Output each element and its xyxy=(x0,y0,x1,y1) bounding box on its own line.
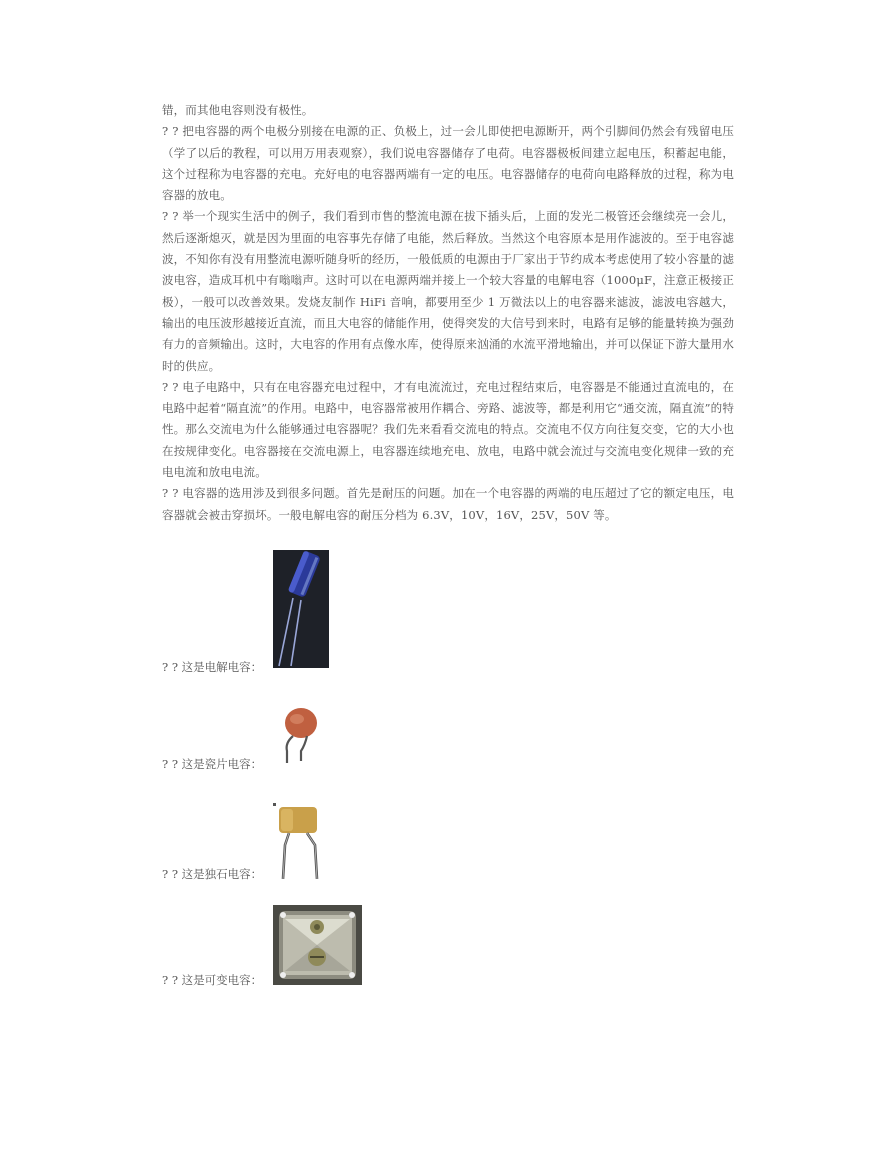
monolithic-capacitor-photo xyxy=(273,803,323,879)
paragraph: 错，而其他电容则没有极性。 xyxy=(162,103,314,117)
ceramic-capacitor-photo xyxy=(275,705,321,765)
figure-label: ? ? 这是可变电容： xyxy=(162,973,263,987)
paragraph: ? ? 举一个现实生活中的例子，我们看到市售的整流电源在拔下插头后，上面的发光二极管还会继续亮一会儿，然后逐渐熄灭，就是因为里面的电容事先存储了电能，然后释放。当然这个电容原本是用作滤波的。至于电容滤波，不知你有没有用整流电源听随身听的经历，一般低质的电源由于厂家出于节约成本考虑使用了较小容量的滤波电容，造成耳机中有嗡嗡声。这时可以在电源两端并接上一个较大容量的电解电容（1000μF，注意正极接正极），一般可以改善效果。发烧友制作 HiFi 音响，都要用至少 1 万微法以上的电容器来滤波，滤波电容越大，输出的电压波形越接近直流，而且大电容的储能作用，使得突发的大信号到来时，电路有足够的能量转换为强劲有力的音频输出。这时，大电容的作用有点像水库，使得原来汹涌的水流平滑地输出，并可以保证下游大量用水时的供应。 xyxy=(162,209,734,373)
paragraph: ? ? 电子电路中，只有在电容器充电过程中，才有电流流过，充电过程结束后，电容器是不能通过直流电的，在电路中起着“隔直流”的作用。电路中，电容器常被用作耦合、旁路、滤波等，都是利用它“通交流，隔直流”的特性。那么交流电为什么能够通过电容器呢？我们先来看看交流电的特点。交流电不仅方向往复交变，它的大小也在按规律变化。电容器接在交流电源上，电容器连续地充电、放电，电路中就会流过与交流电变化规律一致的充电电流和放电电流。 xyxy=(162,379,734,480)
paragraph: ? ? 电容器的选用涉及到很多问题。首先是耐压的问题。加在一个电容器的两端的电压超过了它的额定电压，电容器就会被击穿损坏。一般电解电容的耐压分档为 6.3V，10V，16V，25V，50V 等。 xyxy=(162,486,734,522)
electrolytic-capacitor-photo xyxy=(273,550,329,668)
figure-label: ? ? 这是独石电容： xyxy=(162,867,263,881)
figure-label: ? ? 这是瓷片电容： xyxy=(162,757,263,771)
document-body xyxy=(162,100,734,526)
figure-label: ? ? 这是电解电容： xyxy=(162,660,263,674)
paragraph: ? ? 把电容器的两个电极分别接在电源的正、负极上，过一会儿即使把电源断开，两个引脚间仍然会有残留电压（学了以后的教程，可以用万用表观察），我们说电容器储存了电荷。电容器极板间建立起电压，积蓄起电能，这个过程称为电容器的充电。充好电的电容器两端有一定的电压。电容器储存的电荷向电路释放的过程，称为电容器的放电。 xyxy=(162,124,734,203)
variable-capacitor-photo xyxy=(273,905,362,985)
